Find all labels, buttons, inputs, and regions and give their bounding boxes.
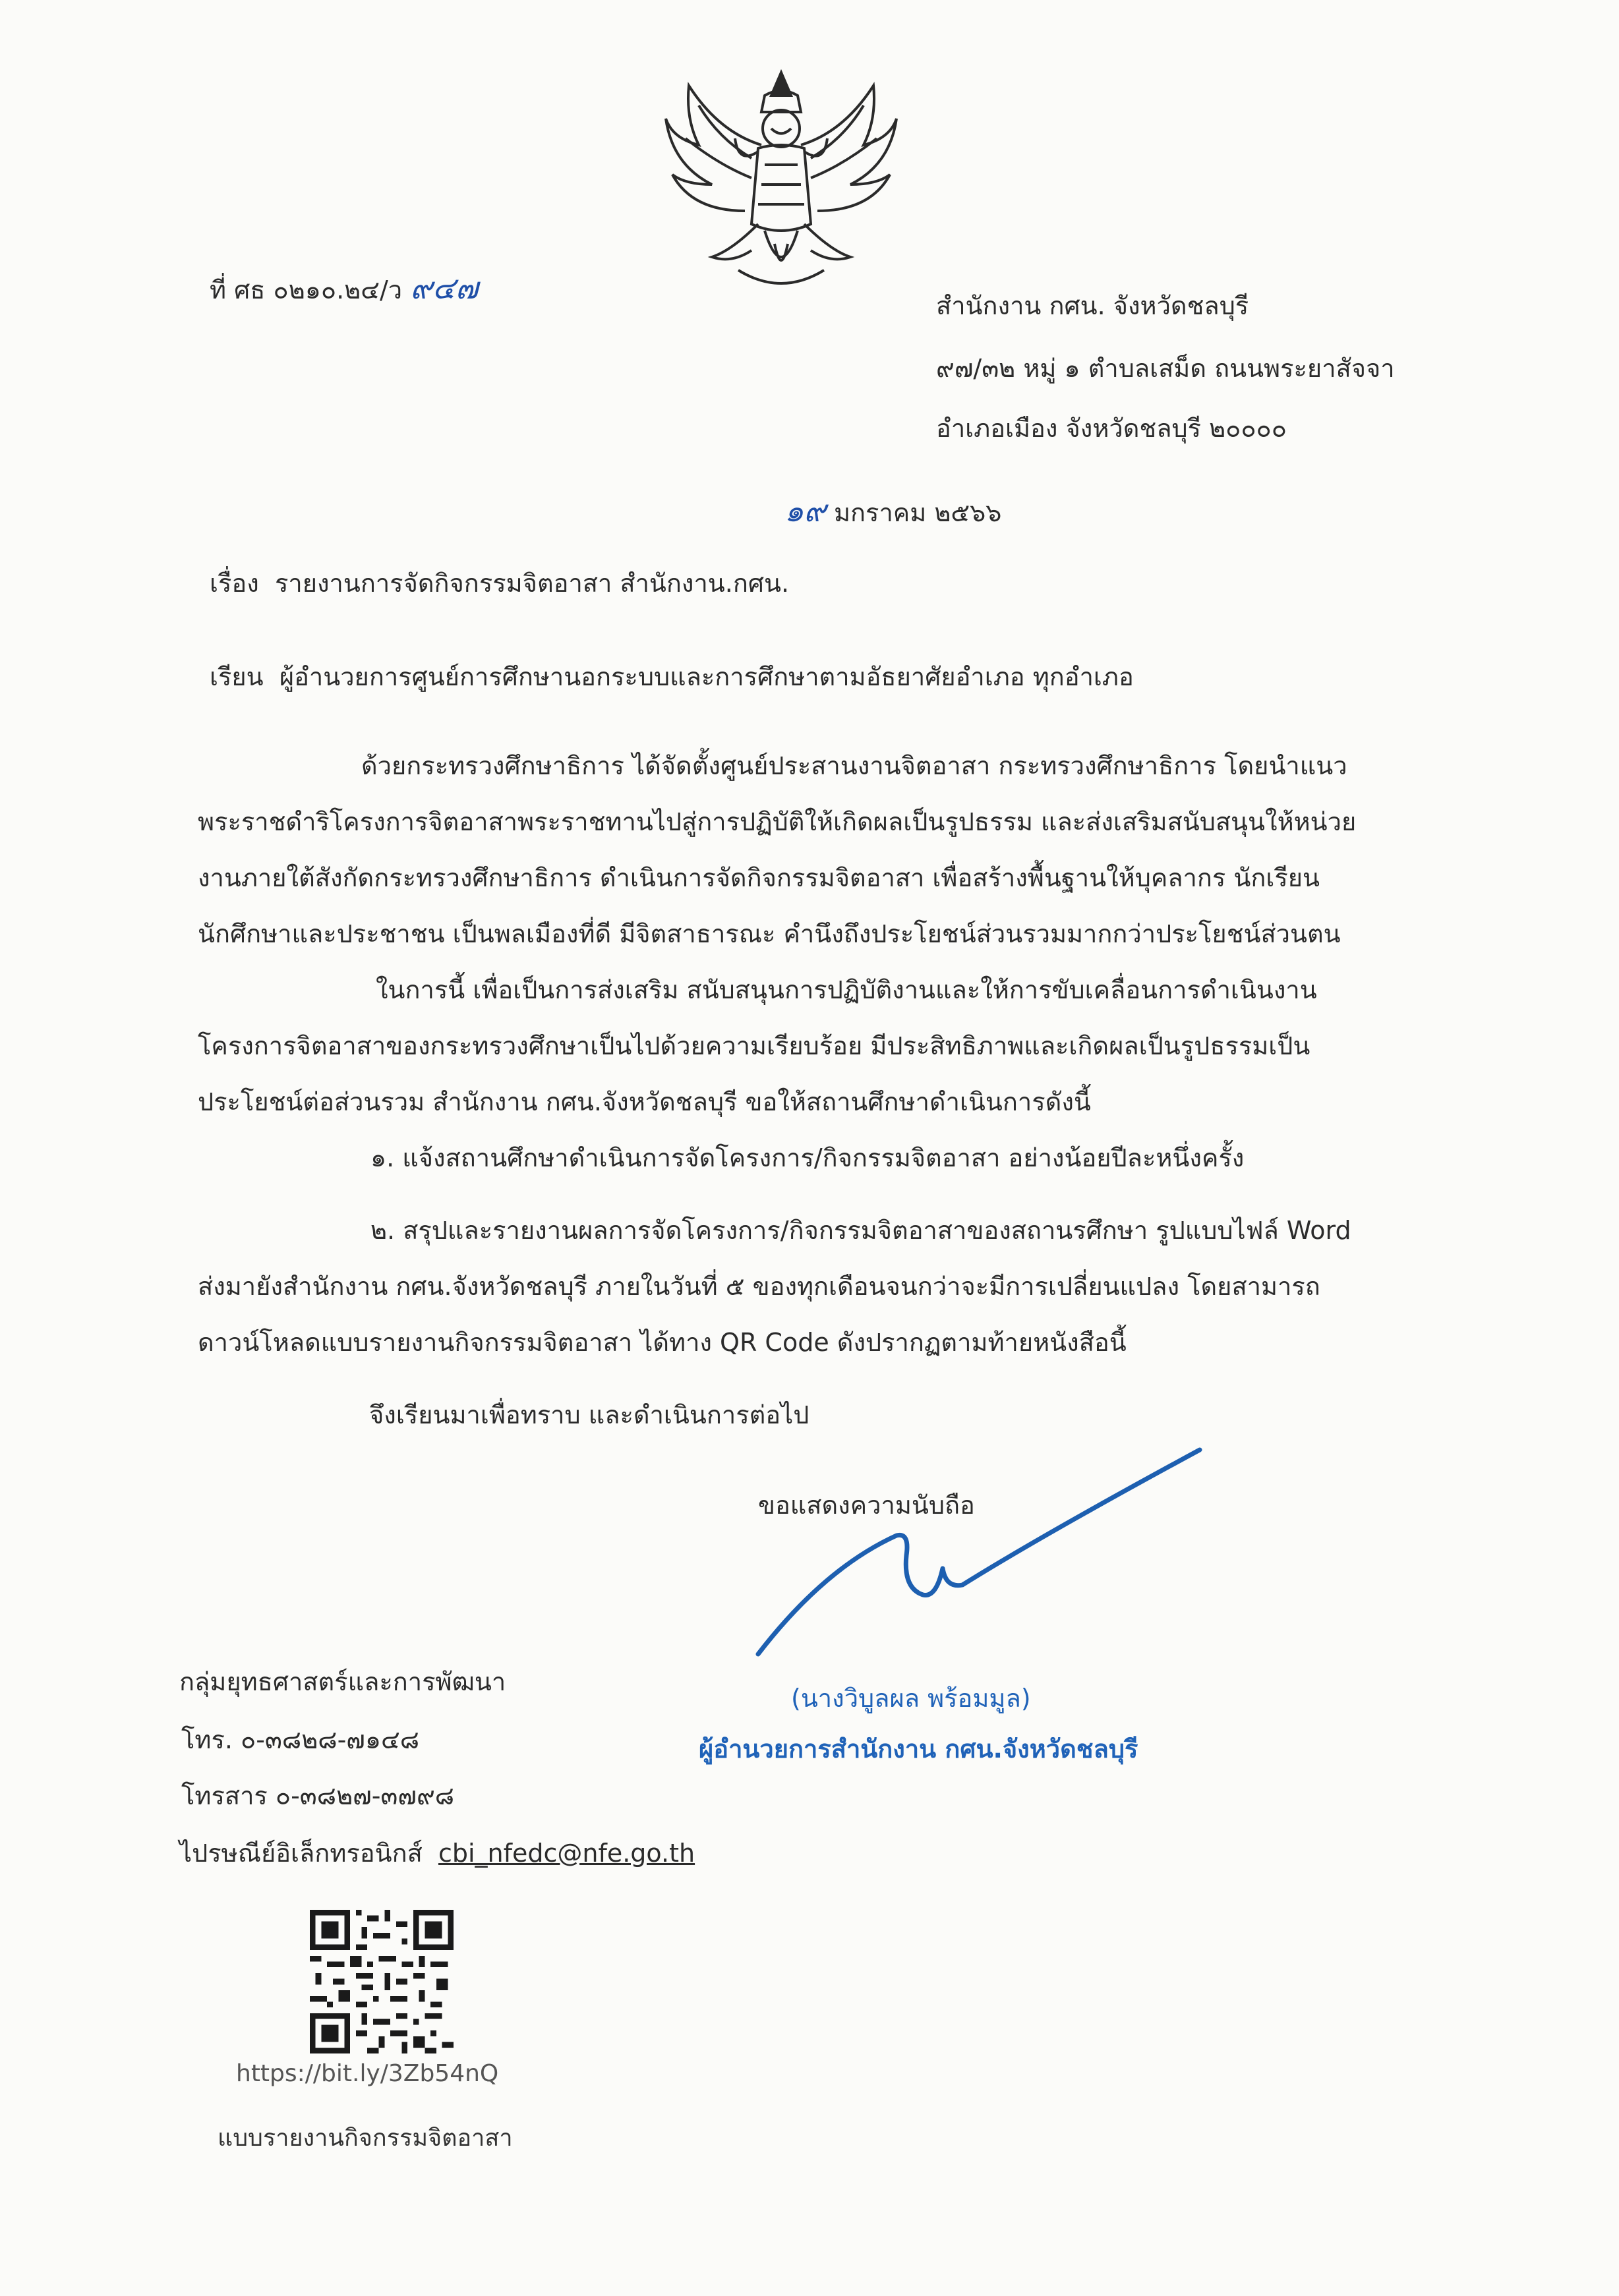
item-line: ๒. สรุปและรายงานผลการจัดโครงการ/กิจกรรมจิตอาสาของสถานรศึกษา รูปแบบไฟล์ Word <box>370 1216 1351 1245</box>
addressee-label: เรียน <box>210 662 264 691</box>
paragraph-line: ประโยชน์ต่อส่วนรวม สำนักงาน กศน.จังหวัดชลบุรี ขอให้สถานศึกษาดำเนินการดังนี้ <box>198 1087 1091 1116</box>
qr-code[interactable] <box>310 1910 454 2053</box>
closing-salutation: ขอแสดงความนับถือ <box>758 1491 975 1520</box>
doc-number <box>210 270 478 306</box>
garuda-emblem <box>659 66 903 303</box>
body-item-2 <box>198 1203 1450 1371</box>
handwritten-signature <box>745 1437 1220 1674</box>
signatory-name: (นางวิบูลผล พร้อมมูล) <box>791 1684 1031 1713</box>
item-line: ส่งมายังสำนักงาน กศน.จังหวัดชลบุรี ภายในวันที่ ๕ ของทุกเดือนจนกว่าจะมีการเปลี่ยนแปลง โดยสามารถ <box>198 1272 1320 1301</box>
document-date <box>784 493 1001 529</box>
contact-fax: โทรสาร ๐-๓๘๒๗-๓๗๙๘ <box>181 1781 455 1810</box>
agency-line-3: อำเภอเมือง จังหวัดชลบุรี ๒๐๐๐๐ <box>936 414 1287 443</box>
body-paragraph-1 <box>198 738 1450 962</box>
body-item-1 <box>198 1130 1450 1186</box>
item-line: ๑. แจ้งสถานศึกษาดำเนินการจัดโครงการ/กิจกรรมจิตอาสา อย่างน้อยปีละหนึ่งครั้ง <box>370 1143 1245 1172</box>
contact-phone: โทร. ๐-๓๘๒๘-๗๑๔๘ <box>181 1725 420 1754</box>
contact-email-line <box>179 1839 695 1869</box>
qr-caption: แบบรายงานกิจกรรมจิตอาสา <box>218 2125 513 2152</box>
paragraph-line: นักศึกษาและประชาชน เป็นพลเมืองที่ดี มีจิตสาธารณะ คำนึงถึงประโยชน์ส่วนรวมมากกว่าประโยชน์ส่วนตน <box>198 919 1341 948</box>
qr-url[interactable]: https://bit.ly/3Zb54nQ <box>236 2060 499 2087</box>
item-line: ดาวน์โหลดแบบรายงานกิจกรรมจิตอาสา ได้ทาง QR Code ดังปรากฏตามท้ายหนังสือนี้ <box>198 1328 1127 1357</box>
subject-line <box>210 569 789 599</box>
subject-text: รายงานการจัดกิจกรรมจิตอาสา สำนักงาน.กศน. <box>274 569 790 598</box>
email-link[interactable]: cbi_nfedc@nfe.go.th <box>438 1839 695 1868</box>
paragraph-line: งานภายใต้สังกัดกระทรวงศึกษาธิการ ดำเนินการจัดกิจกรรมจิตอาสา เพื่อสร้างพื้นฐานให้บุคลากร นักเรียน <box>198 863 1320 892</box>
date-day-handwritten: ๑๙ <box>784 493 826 529</box>
paragraph-line: พระราชดำริโครงการจิตอาสาพระราชทานไปสู่การปฏิบัติให้เกิดผลเป็นรูปธรรม และส่งเสริมสนับสนุนให้หน่วย <box>198 807 1357 836</box>
doc-number-label: ที่ ศธ ๐๒๑๐.๒๔/ว <box>210 275 403 304</box>
signatory-position: ผู้อำนวยการสำนักงาน กศน.จังหวัดชลบุรี <box>699 1735 1138 1764</box>
date-month-year: มกราคม ๒๕๖๖ <box>833 498 1002 527</box>
contact-unit: กลุ่มยุทธศาสตร์และการพัฒนา <box>179 1667 506 1696</box>
agency-line-2: ๙๗/๓๒ หมู่ ๑ ตำบลเสม็ด ถนนพระยาสัจจา <box>936 354 1395 383</box>
addressee-line <box>210 662 1134 693</box>
email-label: ไปรษณีย์อิเล็กทรอนิกส์ <box>179 1839 423 1868</box>
paragraph-line: โครงการจิตอาสาของกระทรวงศึกษาเป็นไปด้วยความเรียบร้อย มีประสิทธิภาพและเกิดผลเป็นรูปธรรมเป็น <box>198 1031 1310 1060</box>
subject-label: เรื่อง <box>210 569 259 598</box>
addressee-text: ผู้อำนวยการศูนย์การศึกษานอกระบบและการศึกษาตามอัธยาศัยอำเภอ ทุกอำเภอ <box>279 662 1134 691</box>
paragraph-line: ด้วยกระทรวงศึกษาธิการ ได้จัดตั้งศูนย์ประสานงานจิตอาสา กระทรวงศึกษาธิการ โดยนำแนว <box>361 751 1347 780</box>
doc-number-handwritten: ๙๔๗ <box>410 270 479 306</box>
body-paragraph-2 <box>198 962 1450 1130</box>
closing-line: จึงเรียนมาเพื่อทราบ และดำเนินการต่อไป <box>369 1400 810 1429</box>
agency-line-1: สำนักงาน กศน. จังหวัดชลบุรี <box>936 291 1249 320</box>
paragraph-line: ในการนี้ เพื่อเป็นการส่งเสริม สนับสนุนการปฏิบัติงานและให้การขับเคลื่อนการดำเนินงาน <box>376 975 1317 1004</box>
